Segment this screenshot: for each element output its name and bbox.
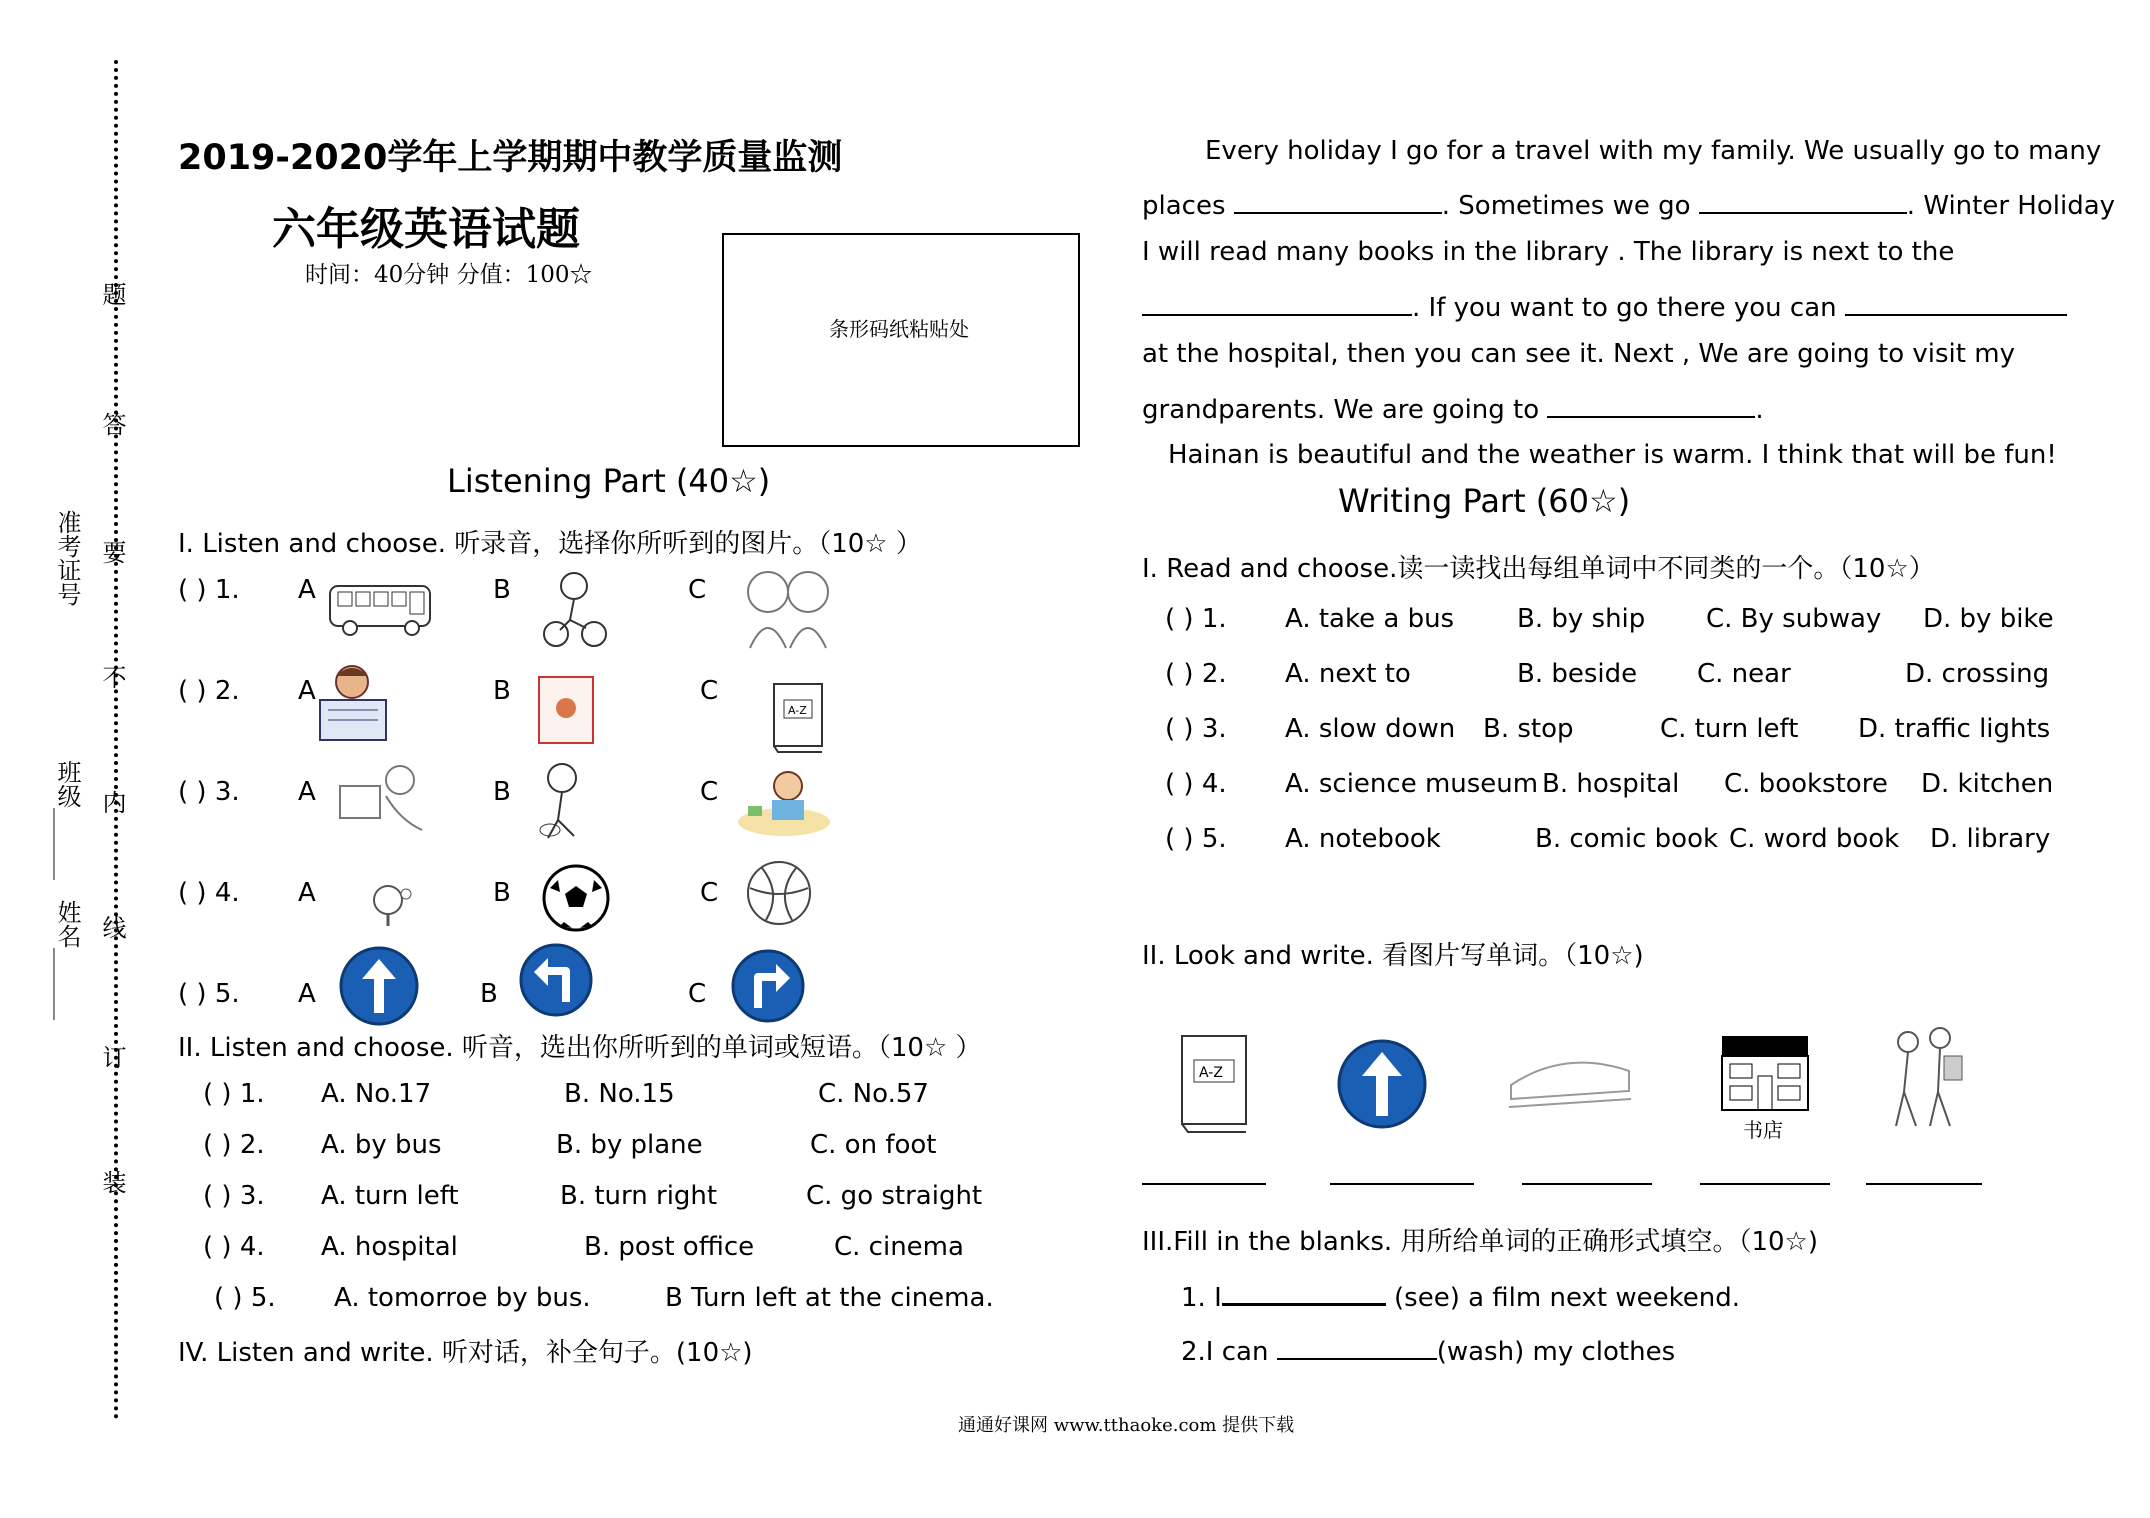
option-label: B <box>480 979 498 1009</box>
margin-char: 要 <box>98 540 126 564</box>
bookstore-caption: 书店 <box>1743 1118 1783 1142</box>
children-icon <box>734 562 844 654</box>
question-number: ( ) 3. <box>203 1181 265 1211</box>
passage-line-2 <box>1142 186 2115 221</box>
passage-text: places <box>1142 191 1226 221</box>
answer-line[interactable] <box>1142 1183 1266 1185</box>
option-c: C. word book <box>1729 824 1900 854</box>
option-label: B <box>493 777 511 807</box>
basketball-icon <box>744 858 814 928</box>
option-a: A. notebook <box>1285 824 1441 854</box>
straight-arrow-sign-icon <box>1336 1038 1428 1130</box>
answer-line[interactable] <box>1330 1183 1474 1185</box>
option-label: B <box>493 575 511 605</box>
option-a: A. next to <box>1285 659 1411 689</box>
soccer-ball-icon <box>540 862 612 934</box>
margin-char: 不 <box>98 665 126 689</box>
passage-line: Hainan is beautiful and the weather is warm. I think that will be fun! <box>1168 440 2057 470</box>
option-d: D. kitchen <box>1921 769 2054 799</box>
tourists-icon <box>1878 1022 1970 1132</box>
passage-line: at the hospital, then you can see it. Next , We are going to visit my <box>1142 339 2015 369</box>
answer-line[interactable] <box>1700 1183 1830 1185</box>
passage-line-6 <box>1142 390 1764 425</box>
question-number: ( ) 2. <box>178 676 240 706</box>
blank[interactable] <box>1547 390 1755 418</box>
option-label: A <box>298 777 316 807</box>
option-c: C. on foot <box>810 1130 937 1160</box>
option-b: B. post office <box>584 1232 755 1262</box>
binding-dotted-line <box>114 60 118 1420</box>
question-number: ( ) 2. <box>1165 659 1227 689</box>
margin-char: 题 <box>98 282 126 306</box>
question-number: ( ) 1. <box>203 1079 265 1109</box>
question-number: ( ) 5. <box>1165 824 1227 854</box>
footer-credit: 通通好课网 www.tthaoke.com 提供下载 <box>958 1415 1295 1436</box>
question-number: ( ) 5. <box>178 979 240 1009</box>
question-text: (see) a film next weekend. <box>1394 1283 1740 1313</box>
question-number: ( ) 5. <box>214 1283 276 1313</box>
class-field: 班级______ <box>53 760 81 880</box>
option-a: A. turn left <box>321 1181 459 1211</box>
fill-question-2 <box>1181 1332 1675 1367</box>
question-text: 1. I <box>1181 1283 1222 1313</box>
blank[interactable] <box>1222 1277 1386 1306</box>
option-b: B. No.15 <box>564 1079 675 1109</box>
option-c: C. go straight <box>806 1181 983 1211</box>
option-d: D. library <box>1930 824 2051 854</box>
svg-text:A-Z: A-Z <box>1199 1065 1223 1081</box>
exam-subtitle: 六年级英语试题 <box>272 204 580 255</box>
question-number: ( ) 1. <box>178 575 240 605</box>
question-text: 2.I can <box>1181 1337 1269 1367</box>
option-label: C <box>688 575 707 605</box>
cleaning-boy-icon <box>530 760 596 844</box>
train-icon <box>1505 1045 1635 1115</box>
passage-text: . <box>1755 395 1764 425</box>
passage-line: I will read many books in the library . The library is next to the <box>1142 237 1955 267</box>
option-a: A. No.17 <box>321 1079 432 1109</box>
option-label: C <box>700 676 719 706</box>
barcode-label: 条形码纸粘贴处 <box>829 317 969 341</box>
question-number: ( ) 3. <box>178 777 240 807</box>
exam-title: 2019-2020学年上学期期中教学质量监测 <box>178 138 843 178</box>
option-a: A. by bus <box>321 1130 442 1160</box>
answer-line[interactable] <box>1522 1183 1652 1185</box>
question-text: (wash) my clothes <box>1436 1337 1676 1367</box>
blank[interactable] <box>1699 186 1907 214</box>
writing-section3-heading: III.Fill in the blanks. 用所给单词的正确形式填空。（10☆) <box>1142 1227 1818 1257</box>
option-label: C <box>700 777 719 807</box>
option-b: B. by plane <box>556 1130 703 1160</box>
dictionary-icon <box>1172 1030 1256 1136</box>
answer-line[interactable] <box>1866 1183 1982 1185</box>
option-label: C <box>700 878 719 908</box>
option-b: B. turn right <box>560 1181 718 1211</box>
question-number: ( ) 3. <box>1165 714 1227 744</box>
fill-question-1 <box>1181 1277 1740 1313</box>
option-label: A <box>298 575 316 605</box>
barcode-area <box>722 233 1080 447</box>
margin-char: 订 <box>98 1045 126 1069</box>
passage-text: grandparents. We are going to <box>1142 395 1540 425</box>
listening-section2-heading: II. Listen and choose. 听音，选出你所听到的单词或短语。（10☆ ） <box>178 1033 982 1063</box>
ping-pong-icon <box>366 880 416 930</box>
option-a: A. take a bus <box>1285 604 1455 634</box>
question-number: ( ) 4. <box>178 878 240 908</box>
dictionary-icon <box>768 680 828 754</box>
option-label: A <box>298 979 316 1009</box>
margin-char: 答 <box>98 412 126 436</box>
passage-line-4 <box>1142 288 2067 323</box>
option-a: A. science museum <box>1285 769 1539 799</box>
option-label: C <box>688 979 707 1009</box>
studying-boy-icon <box>736 764 832 838</box>
option-b: B. by ship <box>1517 604 1646 634</box>
svg-text:A-Z: A-Z <box>788 704 807 717</box>
option-b: B Turn left at the cinema. <box>665 1283 994 1313</box>
question-number: ( ) 1. <box>1165 604 1227 634</box>
option-b: B. stop <box>1483 714 1574 744</box>
option-c: C. near <box>1697 659 1791 689</box>
exam-number-field: 准考证号 <box>53 510 81 606</box>
writing-section2-heading: II. Look and write. 看图片写单词。（10☆) <box>1142 941 1644 971</box>
cyclist-icon <box>540 568 612 650</box>
option-label: B <box>493 878 511 908</box>
option-c: C. No.57 <box>818 1079 929 1109</box>
writing-section1-heading: I. Read and choose.读一读找出每组单词中不同类的一个。（10☆） <box>1142 554 1935 584</box>
blank[interactable] <box>1142 288 1412 316</box>
option-c: C. turn left <box>1660 714 1799 744</box>
option-b: B. comic book <box>1535 824 1719 854</box>
margin-char: 线 <box>98 915 126 939</box>
margin-char: 内 <box>98 790 126 814</box>
option-d: D. by bike <box>1923 604 2054 634</box>
question-number: ( ) 4. <box>1165 769 1227 799</box>
option-label: A <box>298 676 316 706</box>
margin-char: 装 <box>98 1170 126 1194</box>
listening-section4-heading: IV. Listen and write. 听对话，补全句子。(10☆) <box>178 1338 753 1368</box>
question-number: ( ) 2. <box>203 1130 265 1160</box>
time-info: 时间：40分钟 分值：100☆ <box>305 262 593 288</box>
blank[interactable] <box>1845 288 2067 316</box>
passage-text: . If you want to go there you can <box>1412 293 1837 323</box>
passage-line: Every holiday I go for a travel with my family. We usually go to many <box>1205 136 2102 166</box>
passage-text: . Sometimes we go <box>1441 191 1691 221</box>
option-label: A <box>298 878 316 908</box>
right-turn-sign-icon <box>730 948 806 1024</box>
listening-title: Listening Part (40☆) <box>447 462 771 500</box>
blank[interactable] <box>1277 1332 1437 1360</box>
magazine-icon <box>536 674 596 746</box>
bus-icon <box>326 578 436 640</box>
option-b: B. beside <box>1517 659 1638 689</box>
option-d: D. traffic lights <box>1858 714 2051 744</box>
option-b: B. hospital <box>1542 769 1680 799</box>
option-c: C. cinema <box>834 1232 964 1262</box>
bookstore-icon <box>1718 1032 1812 1112</box>
name-field: 姓名______ <box>53 900 81 1020</box>
listening-section1-heading: I. Listen and choose. 听录音，选择你所听到的图片。（10☆ ） <box>178 529 922 559</box>
option-c: C. By subway <box>1706 604 1882 634</box>
option-d: D. crossing <box>1905 659 2050 689</box>
option-label: B <box>493 676 511 706</box>
passage-text: . Winter Holiday <box>1906 191 2116 221</box>
writing-title: Writing Part (60☆) <box>1338 482 1631 520</box>
left-turn-sign-icon <box>518 942 594 1018</box>
straight-arrow-sign-icon <box>338 945 420 1027</box>
option-a: A. hospital <box>321 1232 458 1262</box>
reading-man-icon <box>330 760 434 836</box>
question-number: ( ) 4. <box>203 1232 265 1262</box>
option-a: A. tomorroe by bus. <box>334 1283 591 1313</box>
newspaper-reader-icon <box>312 660 394 744</box>
option-a: A. slow down <box>1285 714 1456 744</box>
blank[interactable] <box>1234 186 1442 214</box>
option-c: C. bookstore <box>1724 769 1888 799</box>
